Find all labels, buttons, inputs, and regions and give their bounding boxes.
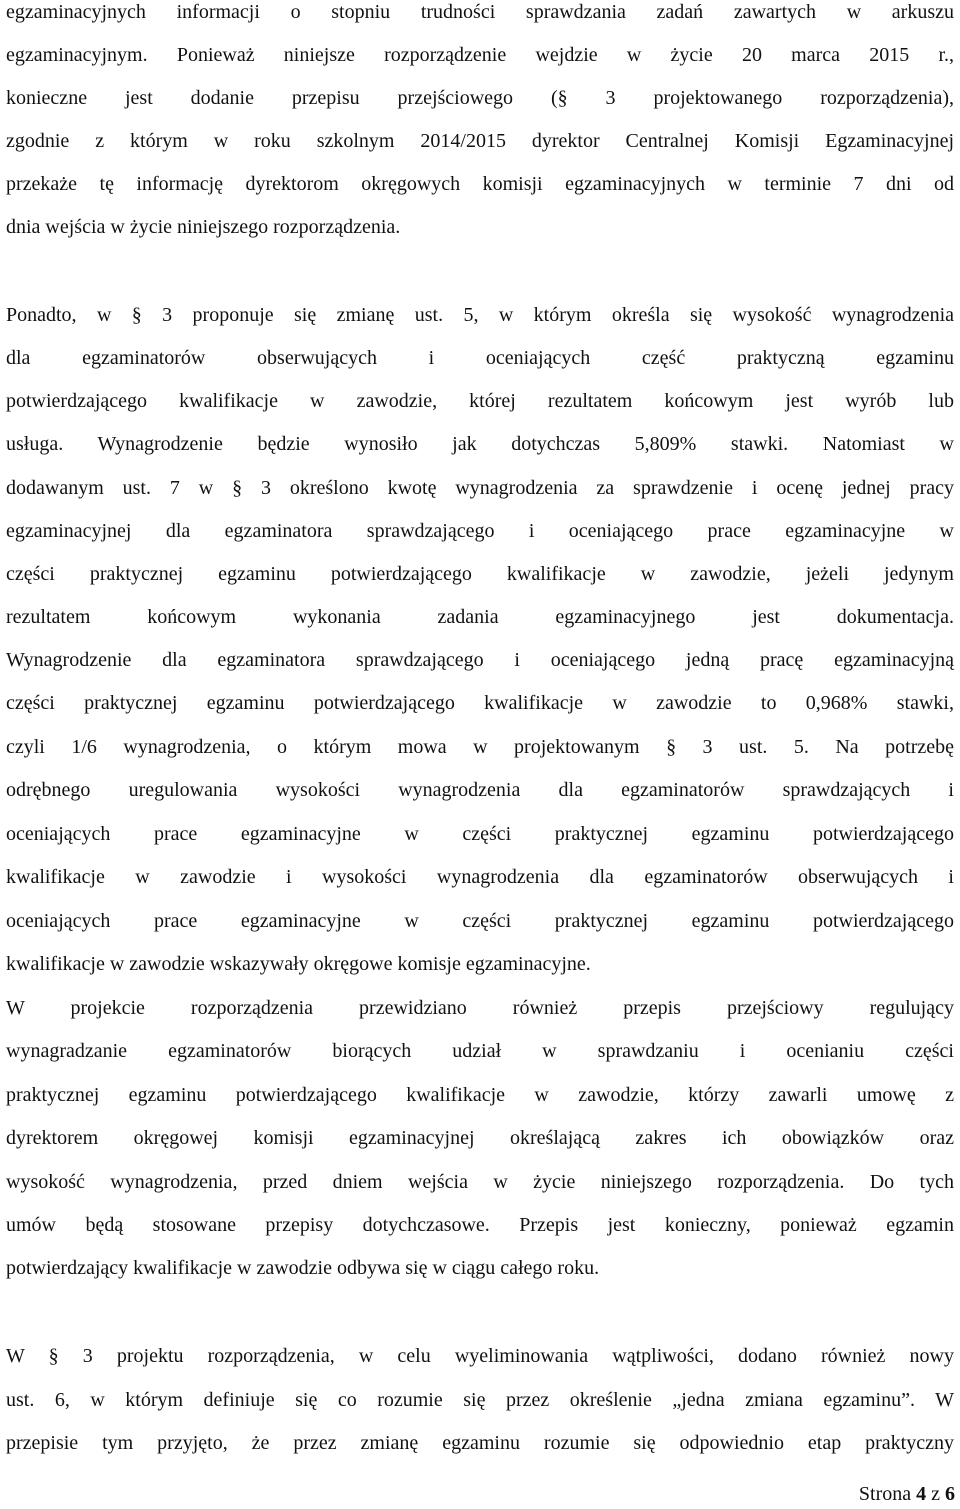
text-line: potwierdzający kwalifikacje w zawodzie odbywa się w ciągu całego roku. bbox=[6, 1257, 600, 1279]
footer-total-pages: 6 bbox=[945, 1483, 955, 1505]
text-line: części praktycznej egzaminu potwierdzającego kwalifikacje w zawodzie to 0,968% stawki, bbox=[6, 692, 954, 714]
text-line: czyli 1/6 wynagrodzenia, o którym mowa w projektowanym § 3 ust. 5. Na potrzebę bbox=[6, 736, 954, 758]
page-number-footer bbox=[859, 1482, 955, 1506]
text-line: dodawanym ust. 7 w § 3 określono kwotę wynagrodzenia za sprawdzenie i ocenę jednej pracy bbox=[6, 477, 954, 499]
text-line: egzaminacyjnym. Ponieważ niniejsze rozporządzenie wejdzie w życie 20 marca 2015 r., bbox=[6, 44, 954, 66]
text-line: umów będą stosowane przepisy dotychczasowe. Przepis jest konieczny, ponieważ egzamin bbox=[6, 1214, 954, 1236]
text-line: usługa. Wynagrodzenie będzie wynosiło jak dotychczas 5,809% stawki. Natomiast w bbox=[6, 433, 954, 455]
text-line: przepisie tym przyjęto, że przez zmianę egzaminu rozumie się odpowiednio etap praktyczny bbox=[6, 1432, 954, 1454]
text-line: przekaże tę informację dyrektorom okręgowych komisji egzaminacyjnych w terminie 7 dni od bbox=[6, 173, 954, 195]
text-line: oceniających prace egzaminacyjne w części praktycznej egzaminu potwierdzającego bbox=[6, 910, 954, 932]
text-line: W projekcie rozporządzenia przewidziano również przepis przejściowy regulujący bbox=[6, 997, 954, 1019]
text-line: Ponadto, w § 3 proponuje się zmianę ust. 5, w którym określa się wysokość wynagrodzenia bbox=[6, 304, 954, 326]
text-line: rezultatem końcowym wykonania zadania egzaminacyjnego jest dokumentacja. bbox=[6, 606, 954, 628]
footer-current-page: 4 bbox=[916, 1483, 927, 1505]
text-line: egzaminacyjnej dla egzaminatora sprawdzającego i oceniającego prace egzaminacyjne w bbox=[6, 520, 954, 542]
text-line: ust. 6, w którym definiuje się co rozumie się przez określenie „jedna zmiana egzaminu”. W bbox=[6, 1389, 954, 1411]
text-line: Wynagrodzenie dla egzaminatora sprawdzającego i oceniającego jedną pracę egzaminacyjną bbox=[6, 649, 954, 671]
text-line: praktycznej egzaminu potwierdzającego kwalifikacje w zawodzie, którzy zawarli umowę z bbox=[6, 1084, 954, 1106]
text-line: dyrektorem okręgowej komisji egzaminacyjnej określającą zakres ich obowiązków oraz bbox=[6, 1127, 954, 1149]
text-line: konieczne jest dodanie przepisu przejściowego (§ 3 projektowanego rozporządzenia), bbox=[6, 87, 954, 109]
text-line: W § 3 projektu rozporządzenia, w celu wyeliminowania wątpliwości, dodano również nowy bbox=[6, 1345, 954, 1367]
text-line: zgodnie z którym w roku szkolnym 2014/2015 dyrektor Centralnej Komisji Egzaminacyjnej bbox=[6, 130, 954, 152]
text-line: kwalifikacje w zawodzie i wysokości wynagrodzenia dla egzaminatorów obserwujących i bbox=[6, 866, 954, 888]
text-line: wysokość wynagrodzenia, przed dniem wejścia w życie niniejszego rozporządzenia. Do tych bbox=[6, 1171, 954, 1193]
text-line: odrębnego uregulowania wysokości wynagrodzenia dla egzaminatorów sprawdzających i bbox=[6, 779, 954, 801]
footer-label: Strona bbox=[858, 1483, 912, 1505]
text-line: dnia wejścia w życie niniejszego rozporządzenia. bbox=[6, 216, 401, 238]
text-line: oceniających prace egzaminacyjne w części praktycznej egzaminu potwierdzającego bbox=[6, 823, 954, 845]
text-line: potwierdzającego kwalifikacje w zawodzie, której rezultatem końcowym jest wyrób lub bbox=[6, 390, 954, 412]
text-line: egzaminacyjnych informacji o stopniu trudności sprawdzania zadań zawartych w arkuszu bbox=[6, 1, 954, 23]
text-line: części praktycznej egzaminu potwierdzającego kwalifikacje w zawodzie, jeżeli jedynym bbox=[6, 563, 954, 585]
text-line: kwalifikacje w zawodzie wskazywały okręgowe komisje egzaminacyjne. bbox=[6, 953, 591, 975]
text-line: wynagradzanie egzaminatorów biorących udział w sprawdzaniu i ocenianiu części bbox=[6, 1040, 954, 1062]
footer-of: z bbox=[931, 1483, 940, 1505]
text-line: dla egzaminatorów obserwujących i oceniających część praktyczną egzaminu bbox=[6, 347, 954, 369]
